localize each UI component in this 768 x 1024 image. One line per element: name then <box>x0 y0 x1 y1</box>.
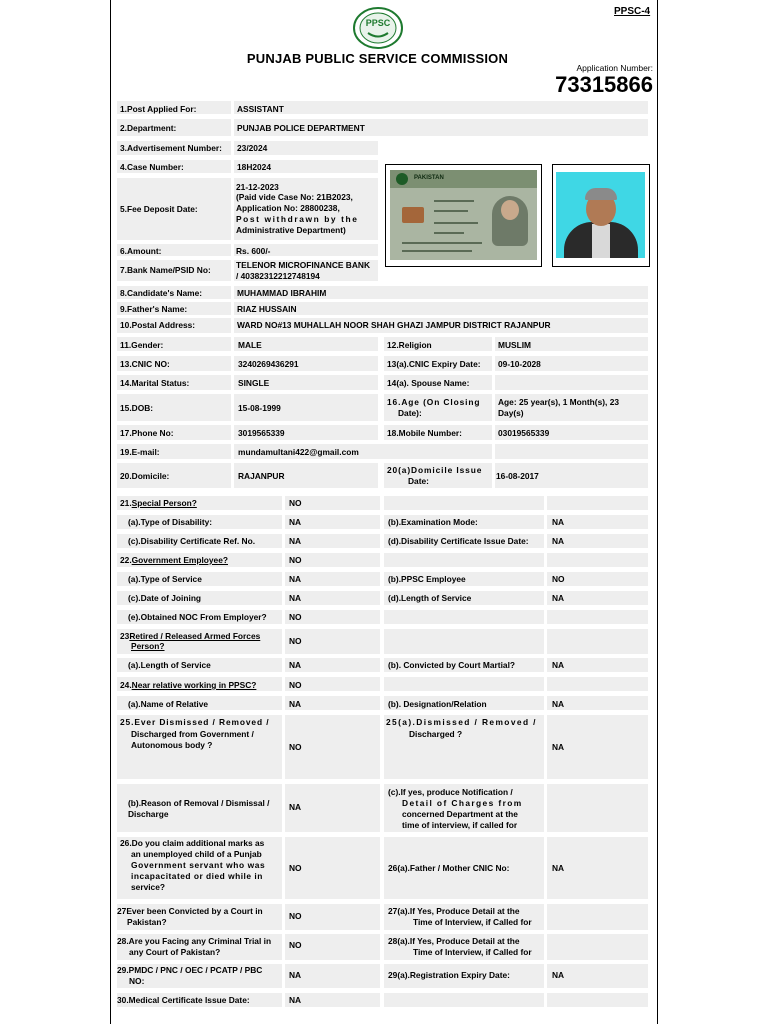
column-separator <box>544 496 547 1007</box>
father-label: 9.Father's Name: <box>120 304 188 314</box>
s23b-value: NA <box>552 660 565 670</box>
s21-value: NO <box>289 498 302 508</box>
email-value: mundamultani422@gmail.com <box>238 447 359 457</box>
s26-label-2: an unemployed child of a Punjab <box>131 849 262 859</box>
dob-value: 15-08-1999 <box>238 403 281 413</box>
s27-label-1: 27Ever been Convicted by a Court in <box>117 906 263 916</box>
s22b-label: (b).PPSC Employee <box>388 574 466 584</box>
s21d-value: NA <box>552 536 565 546</box>
row-bar <box>117 302 648 315</box>
s27-label-2: Pakistan? <box>127 917 167 927</box>
fee-detail-2: Application No: 28800238, <box>236 203 340 213</box>
s27-value: NO <box>289 911 302 921</box>
row-bar <box>117 119 648 136</box>
fee-detail-1: (Paid vide Case No: 21B2023, <box>236 192 353 202</box>
advertisement-value: 23/2024 <box>237 143 268 153</box>
column-separator <box>282 496 285 1007</box>
address-label: 10.Postal Address: <box>120 320 196 330</box>
post-value: ASSISTANT <box>237 104 284 114</box>
name-label: 8.Candidate's Name: <box>120 288 203 298</box>
s29-label-1: 29.PMDC / PNC / OEC / PCATP / PBC <box>117 965 263 975</box>
s29a-label: 29(a).Registration Expiry Date: <box>388 970 510 980</box>
svg-text:PPSC: PPSC <box>365 18 391 28</box>
s24-value: NO <box>289 680 302 690</box>
s23-label: 23Retired / Released Armed Forces <box>120 631 261 641</box>
s22d-value: NA <box>552 593 565 603</box>
s25a-label-2: Discharged ? <box>409 729 463 739</box>
religion-value: MUSLIM <box>498 340 532 350</box>
name-value: MUHAMMAD IBRAHIM <box>237 288 327 298</box>
s28a-label-2: Time of Interview, if Called for <box>413 947 532 957</box>
s29-value: NA <box>289 970 302 980</box>
s28a-label-1: 28(a).If Yes, Produce Detail at the <box>388 936 520 946</box>
case-value: 18H2024 <box>237 162 271 172</box>
age-value-1: Age: 25 year(s), 1 Month(s), 23 <box>498 397 620 407</box>
s28-value: NO <box>289 940 302 950</box>
column-separator <box>231 101 234 489</box>
s22a-value: NA <box>289 574 302 584</box>
cnic-card-heading: PAKISTAN <box>414 175 444 181</box>
email-label: 19.E-mail: <box>120 447 160 457</box>
s22d-label: (d).Length of Service <box>388 593 472 603</box>
s22a-label: (a).Type of Service <box>128 574 202 584</box>
s25-value: NO <box>289 742 302 752</box>
s24a-label: (a).Name of Relative <box>128 699 209 709</box>
address-value: WARD NO#13 MUHALLAH NOOR SHAH GHAZI JAMPUR DISTRICT RAJANPUR <box>237 320 551 330</box>
s25b-label-1: (b).Reason of Removal / Dismissal / <box>128 798 270 808</box>
s29-label-2: NO: <box>129 976 145 986</box>
s23-value: NO <box>289 636 302 646</box>
page-title: PUNJAB PUBLIC SERVICE COMMISSION <box>246 51 509 66</box>
s28-label-2: any Court of Pakistan? <box>129 947 221 957</box>
gender-value: MALE <box>238 340 262 350</box>
s22c-label: (c).Date of Joining <box>128 593 202 603</box>
dob-label: 15.DOB: <box>120 403 154 413</box>
ppsc-logo-icon <box>352 6 404 50</box>
s22e-value: NO <box>289 612 302 622</box>
s25c-label-2: Detail of Charges from <box>402 798 523 808</box>
chip-icon <box>402 207 424 223</box>
father-value: RIAZ HUSSAIN <box>237 304 297 314</box>
age-value-2: Day(s) <box>498 408 524 418</box>
s21a-value: NA <box>289 517 302 527</box>
s25c-label-4: time of interview, if called for <box>402 820 518 830</box>
s21c-value: NA <box>289 536 302 546</box>
s26-label-3: Government servant who was <box>131 860 266 870</box>
s24b-label: (b). Designation/Relation <box>388 699 487 709</box>
s27a-label-1: 27(a).If Yes, Produce Detail at the <box>388 906 520 916</box>
spouse-label: 14(a). Spouse Name: <box>387 378 470 388</box>
amount-value: Rs. 600/- <box>236 246 271 256</box>
department-label: 2.Department: <box>120 123 177 133</box>
s21a-label: (a).Type of Disability: <box>128 517 213 527</box>
row-bar <box>117 444 648 459</box>
s24a-value: NA <box>289 699 302 709</box>
mobile-label: 18.Mobile Number: <box>387 428 462 438</box>
s23b-label: (b). Convicted by Court Martial? <box>388 660 516 670</box>
s25-label-2: Discharged from Government / <box>131 729 254 739</box>
s22c-value: NA <box>289 593 302 603</box>
s22e-label: (e).Obtained NOC From Employer? <box>128 612 267 622</box>
s26a-value: NA <box>552 863 565 873</box>
s30-value: NA <box>289 995 302 1005</box>
cnic-label: 13.CNIC NO: <box>120 359 170 369</box>
bank-label: 7.Bank Name/PSID No: <box>120 265 211 275</box>
amount-label: 6.Amount: <box>120 246 162 256</box>
s29a-value: NA <box>552 970 565 980</box>
s25a-value: NA <box>552 742 565 752</box>
bank-value-1: TELENOR MICROFINANCE BANK <box>236 260 370 270</box>
s26-label-1: 26.Do you claim additional marks as <box>120 838 265 848</box>
department-value: PUNJAB POLICE DEPARTMENT <box>237 123 365 133</box>
fee-date: 21-12-2023 <box>236 182 279 192</box>
s26-value: NO <box>289 863 302 873</box>
s24-label: 24.Near relative working in PPSC? <box>120 680 257 690</box>
advertisement-label: 3.Advertisement Number: <box>120 143 222 153</box>
phone-value: 3019565339 <box>238 428 285 438</box>
domicile-value: RAJANPUR <box>238 471 285 481</box>
s21d-label: (d).Disability Certificate Issue Date: <box>388 536 529 546</box>
s23-label-2: Person? <box>131 641 165 651</box>
religion-label: 12.Religion <box>387 340 432 350</box>
marital-value: SINGLE <box>238 378 270 388</box>
s23a-value: NA <box>289 660 302 670</box>
s22b-value: NO <box>552 574 565 584</box>
candidate-photo <box>552 164 650 267</box>
s30-label: 30.Medical Certificate Issue Date: <box>117 995 250 1005</box>
s25b-label-2: Discharge <box>128 809 169 819</box>
s23a-label: (a).Length of Service <box>128 660 211 670</box>
age-label-1: 16.Age (On Closing <box>387 397 481 407</box>
s21b-label: (b).Examination Mode: <box>388 517 478 527</box>
cnic-card-photo <box>385 164 542 267</box>
s24b-value: NA <box>552 699 565 709</box>
post-label: 1.Post Applied For: <box>120 104 197 114</box>
domicile-issue-value: 16-08-2017 <box>496 471 539 481</box>
cnic-card-image <box>390 170 537 260</box>
cnic-expiry-value: 09-10-2028 <box>498 359 541 369</box>
s21c-label: (c).Disability Certificate Ref. No. <box>128 536 256 546</box>
s25a-label-1: 25(a).Dismissed / Removed / <box>386 717 537 727</box>
domicile-issue-label-1: 20(a)Domicile Issue <box>387 465 483 475</box>
cnic-expiry-label: 13(a).CNIC Expiry Date: <box>387 359 481 369</box>
fee-detail-3: Post withdrawn by the <box>236 214 359 224</box>
marital-label: 14.Marital Status: <box>120 378 190 388</box>
cnic-value: 3240269436291 <box>238 359 299 369</box>
candidate-photo-image <box>556 172 645 258</box>
s28-label-1: 28.Are you Facing any Criminal Trial in <box>117 936 272 946</box>
form-code: PPSC-4 <box>614 6 651 17</box>
s22-value: NO <box>289 555 302 565</box>
phone-label: 17.Phone No: <box>120 428 174 438</box>
application-number: 73315866 <box>555 72 653 97</box>
fee-detail-4: Administrative Department) <box>236 225 346 235</box>
case-label: 4.Case Number: <box>120 162 184 172</box>
fee-label: 5.Fee Deposit Date: <box>120 204 198 214</box>
column-separator <box>380 496 384 1007</box>
s25c-label-1: (c).If yes, produce Notification / <box>388 787 513 797</box>
age-label-2: Date): <box>398 408 422 418</box>
s25-label-1: 25.Ever Dismissed / Removed / <box>120 717 270 727</box>
domicile-issue-label-2: Date: <box>408 476 429 486</box>
s27a-label-2: Time of Interview, if Called for <box>413 917 532 927</box>
row-bar <box>117 101 648 114</box>
s22-label: 22.Government Employee? <box>120 555 228 565</box>
application-number-label: Application Number: <box>576 63 653 73</box>
s26-label-4: incapacitated or died while in <box>131 871 263 881</box>
domicile-label: 20.Domicile: <box>120 471 170 481</box>
mobile-value: 03019565339 <box>498 428 550 438</box>
s25b-value: NA <box>289 802 302 812</box>
gender-label: 11.Gender: <box>120 340 164 350</box>
pakistan-emblem-icon <box>396 173 408 185</box>
column-separator <box>492 337 495 489</box>
s26a-label: 26(a).Father / Mother CNIC No: <box>388 863 510 873</box>
s26-label-5: service? <box>131 882 165 892</box>
s25c-label-3: concerned Department at the <box>402 809 518 819</box>
s25-label-3: Autonomous body ? <box>131 740 213 750</box>
s21-label: 21.Special Person? <box>120 498 197 508</box>
bank-value-2: / 40382312212748194 <box>236 271 320 281</box>
s21b-value: NA <box>552 517 565 527</box>
